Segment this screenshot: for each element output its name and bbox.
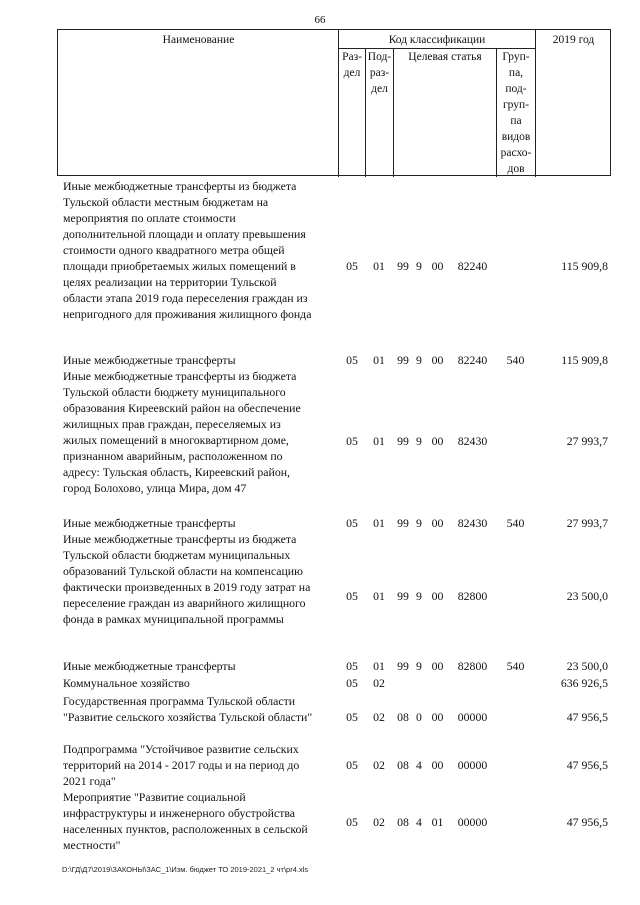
row-vid: 540 (506, 353, 525, 367)
row-name: Иные межбюджетные трансферты (63, 659, 236, 673)
header-podrazdel: Под- раз- дел (367, 51, 392, 95)
row-razdel: 05 (346, 589, 358, 603)
header-razdel: Раз- дел (342, 51, 362, 79)
row-target-direction: 00000 (457, 815, 488, 829)
table-row (0, 675, 640, 691)
row-target-event: 00 (431, 758, 444, 772)
row-target-program: 99 (397, 434, 409, 448)
row-name: Подпрограмма "Устойчивое развитие сельских территорий на 2014 - 2017 годы и на период до 2021 года" (63, 742, 300, 788)
row-name: Мероприятие "Развитие социальной инфраструктуры и инженерного обустройства населенных пунктов, расположенных в сельской местности" (63, 790, 308, 852)
row-amount: 115 909,8 (561, 259, 608, 273)
header-divider (535, 30, 536, 177)
row-name: Иные межбюджетные трансферты (63, 353, 236, 367)
row-target-program: 99 (397, 259, 409, 273)
row-name: Иные межбюджетные трансферты из бюджета Тульской области бюджетам муниципальных образований Тульской области на компенсацию фактически произведенных в 2019 году затрат на переселение граждан из аварийного жилищного фонда в рамках муниципальной программы (63, 532, 311, 626)
row-target-event: 00 (431, 710, 444, 724)
row-target-event: 01 (431, 815, 444, 829)
row-razdel: 05 (346, 659, 358, 673)
header-year: 2019 год (552, 34, 595, 46)
row-razdel: 05 (346, 353, 358, 367)
row-podrazdel: 02 (373, 815, 385, 829)
table-header (57, 29, 611, 176)
row-razdel: 05 (346, 516, 358, 530)
row-target-program: 08 (397, 710, 409, 724)
page-number: 66 (314, 14, 326, 26)
row-razdel: 05 (346, 815, 358, 829)
header-name: Наименование (162, 34, 235, 46)
row-target-event: 00 (431, 434, 444, 448)
row-podrazdel: 01 (373, 516, 385, 530)
row-razdel: 05 (346, 676, 358, 690)
row-target-direction: 82240 (457, 353, 488, 367)
table-row (0, 368, 640, 496)
table-row (0, 741, 640, 789)
table-row (0, 658, 640, 674)
row-target-direction: 82430 (457, 516, 488, 530)
row-target-program: 08 (397, 758, 409, 772)
row-target-subprogram: 0 (416, 710, 422, 724)
row-podrazdel: 01 (373, 589, 385, 603)
row-podrazdel: 02 (373, 710, 385, 724)
row-razdel: 05 (346, 259, 358, 273)
table-row (0, 693, 640, 725)
header-vid: Груп- па, под- груп- па видов расхо- дов (500, 51, 532, 175)
table-row (0, 178, 640, 322)
row-target-program: 08 (397, 815, 409, 829)
row-podrazdel: 01 (373, 659, 385, 673)
table-row (0, 789, 640, 853)
row-target-direction: 00000 (457, 710, 488, 724)
row-podrazdel: 01 (373, 353, 385, 367)
row-target-event: 00 (431, 516, 444, 530)
row-podrazdel: 02 (373, 676, 385, 690)
row-amount: 636 926,5 (560, 676, 608, 690)
row-target-event: 00 (431, 659, 444, 673)
row-target-subprogram: 9 (416, 434, 422, 448)
row-target-program: 99 (397, 589, 409, 603)
row-name: Государственная программа Тульской области "Развитие сельского хозяйства Тульской области" (63, 694, 313, 724)
row-target-subprogram: 9 (416, 659, 422, 673)
row-vid: 540 (506, 659, 525, 673)
row-target-subprogram: 4 (416, 815, 422, 829)
row-target-event: 00 (431, 353, 444, 367)
row-target-subprogram: 9 (416, 353, 422, 367)
row-target-direction: 82240 (457, 259, 488, 273)
table-row (0, 531, 640, 627)
row-target-program: 99 (397, 353, 409, 367)
row-amount: 115 909,8 (561, 353, 608, 367)
row-razdel: 05 (346, 758, 358, 772)
row-razdel: 05 (346, 434, 358, 448)
row-name: Иные межбюджетные трансферты из бюджета Тульской области местным бюджетам на мероприятия по оплате стоимости дополнительной площади и оплату превышения стоимости одного квадратного метра общей площади приобретаемых жилых помещений в целях реализации на территории Тульской области этапа 2019 года переселения граждан из непригодного для проживания жилищного фонда (63, 179, 312, 321)
row-target-direction: 82800 (457, 659, 488, 673)
row-target-subprogram: 9 (416, 259, 422, 273)
row-podrazdel: 02 (373, 758, 385, 772)
row-name: Иные межбюджетные трансферты из бюджета Тульской области бюджету муниципального образования Киреевский район на обеспечение жилищных прав граждан, переселяемых из жилых помещений в многоквартирном доме, признанном аварийным, расположенном по адресу: Тульская область, Киреевский район, город Болохово, улица Мира, дом 47 (63, 369, 301, 495)
row-amount: 23 500,0 (566, 589, 608, 603)
table-row (0, 515, 640, 531)
table-row (0, 352, 640, 368)
row-amount: 47 956,5 (566, 710, 608, 724)
header-target: Целевая статья (408, 51, 482, 63)
header-code-group: Код классификации (388, 34, 486, 46)
row-amount: 47 956,5 (566, 815, 608, 829)
row-amount: 27 993,7 (566, 434, 608, 448)
file-path-footer: D:\ГД\Д7\2019\ЗАКОНЫ\ЗАС_1\Изм. бюджет ТО 2019-2021_2 чт\pr4.xls (62, 865, 309, 874)
row-target-direction: 00000 (457, 758, 488, 772)
row-podrazdel: 01 (373, 434, 385, 448)
row-razdel: 05 (346, 710, 358, 724)
row-target-program: 99 (397, 516, 409, 530)
row-target-subprogram: 9 (416, 589, 422, 603)
row-target-event: 00 (431, 259, 444, 273)
row-podrazdel: 01 (373, 259, 385, 273)
row-name: Иные межбюджетные трансферты (63, 516, 236, 530)
row-name: Коммунальное хозяйство (63, 676, 190, 690)
header-divider (393, 48, 394, 177)
row-amount: 23 500,0 (566, 659, 608, 673)
row-target-event: 00 (431, 589, 444, 603)
row-target-program: 99 (397, 659, 409, 673)
row-target-subprogram: 4 (416, 758, 422, 772)
row-target-direction: 82800 (457, 589, 488, 603)
row-amount: 47 956,5 (566, 758, 608, 772)
row-target-direction: 82430 (457, 434, 488, 448)
row-vid: 540 (506, 516, 525, 530)
row-amount: 27 993,7 (566, 516, 608, 530)
row-target-subprogram: 9 (416, 516, 422, 530)
